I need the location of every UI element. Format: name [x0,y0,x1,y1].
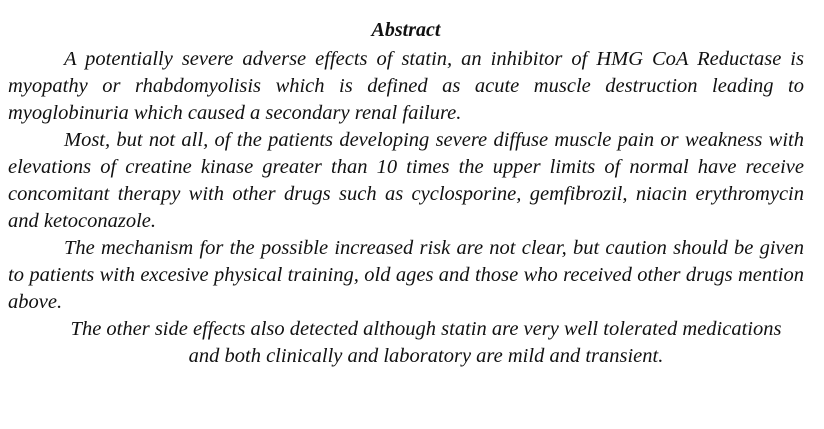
abstract-paragraph-1: A potentially severe adverse effects of statin, an inhibitor of HMG CoA Reductase is myopathy or rhabdomyolisis which is defined as acute muscle destruction leading to myoglobinuria which caused a secondary renal failure. [8,48,804,124]
abstract-paragraph-2: Most, but not all, of the patients developing severe diffuse muscle pain or weakness with elevations of creatine kinase greater than 10 times the upper limits of normal have receive concomitant therapy with other drugs such as cyclosporine, gemfibrozil, niacin erythromycin and ketoconazole. [8,129,804,232]
abstract-title: Abstract [371,19,441,41]
abstract-paragraph-3: The mechanism for the possible increased risk are not clear, but caution should be given to patients with excesive physical training, old ages and those who received other drugs mention above. [8,237,804,313]
abstract-paragraph-4: The other side effects also detected although statin are very well tolerated medications and both clinically and laboratory are mild and transient. [70,318,782,367]
abstract-section [8,16,804,370]
